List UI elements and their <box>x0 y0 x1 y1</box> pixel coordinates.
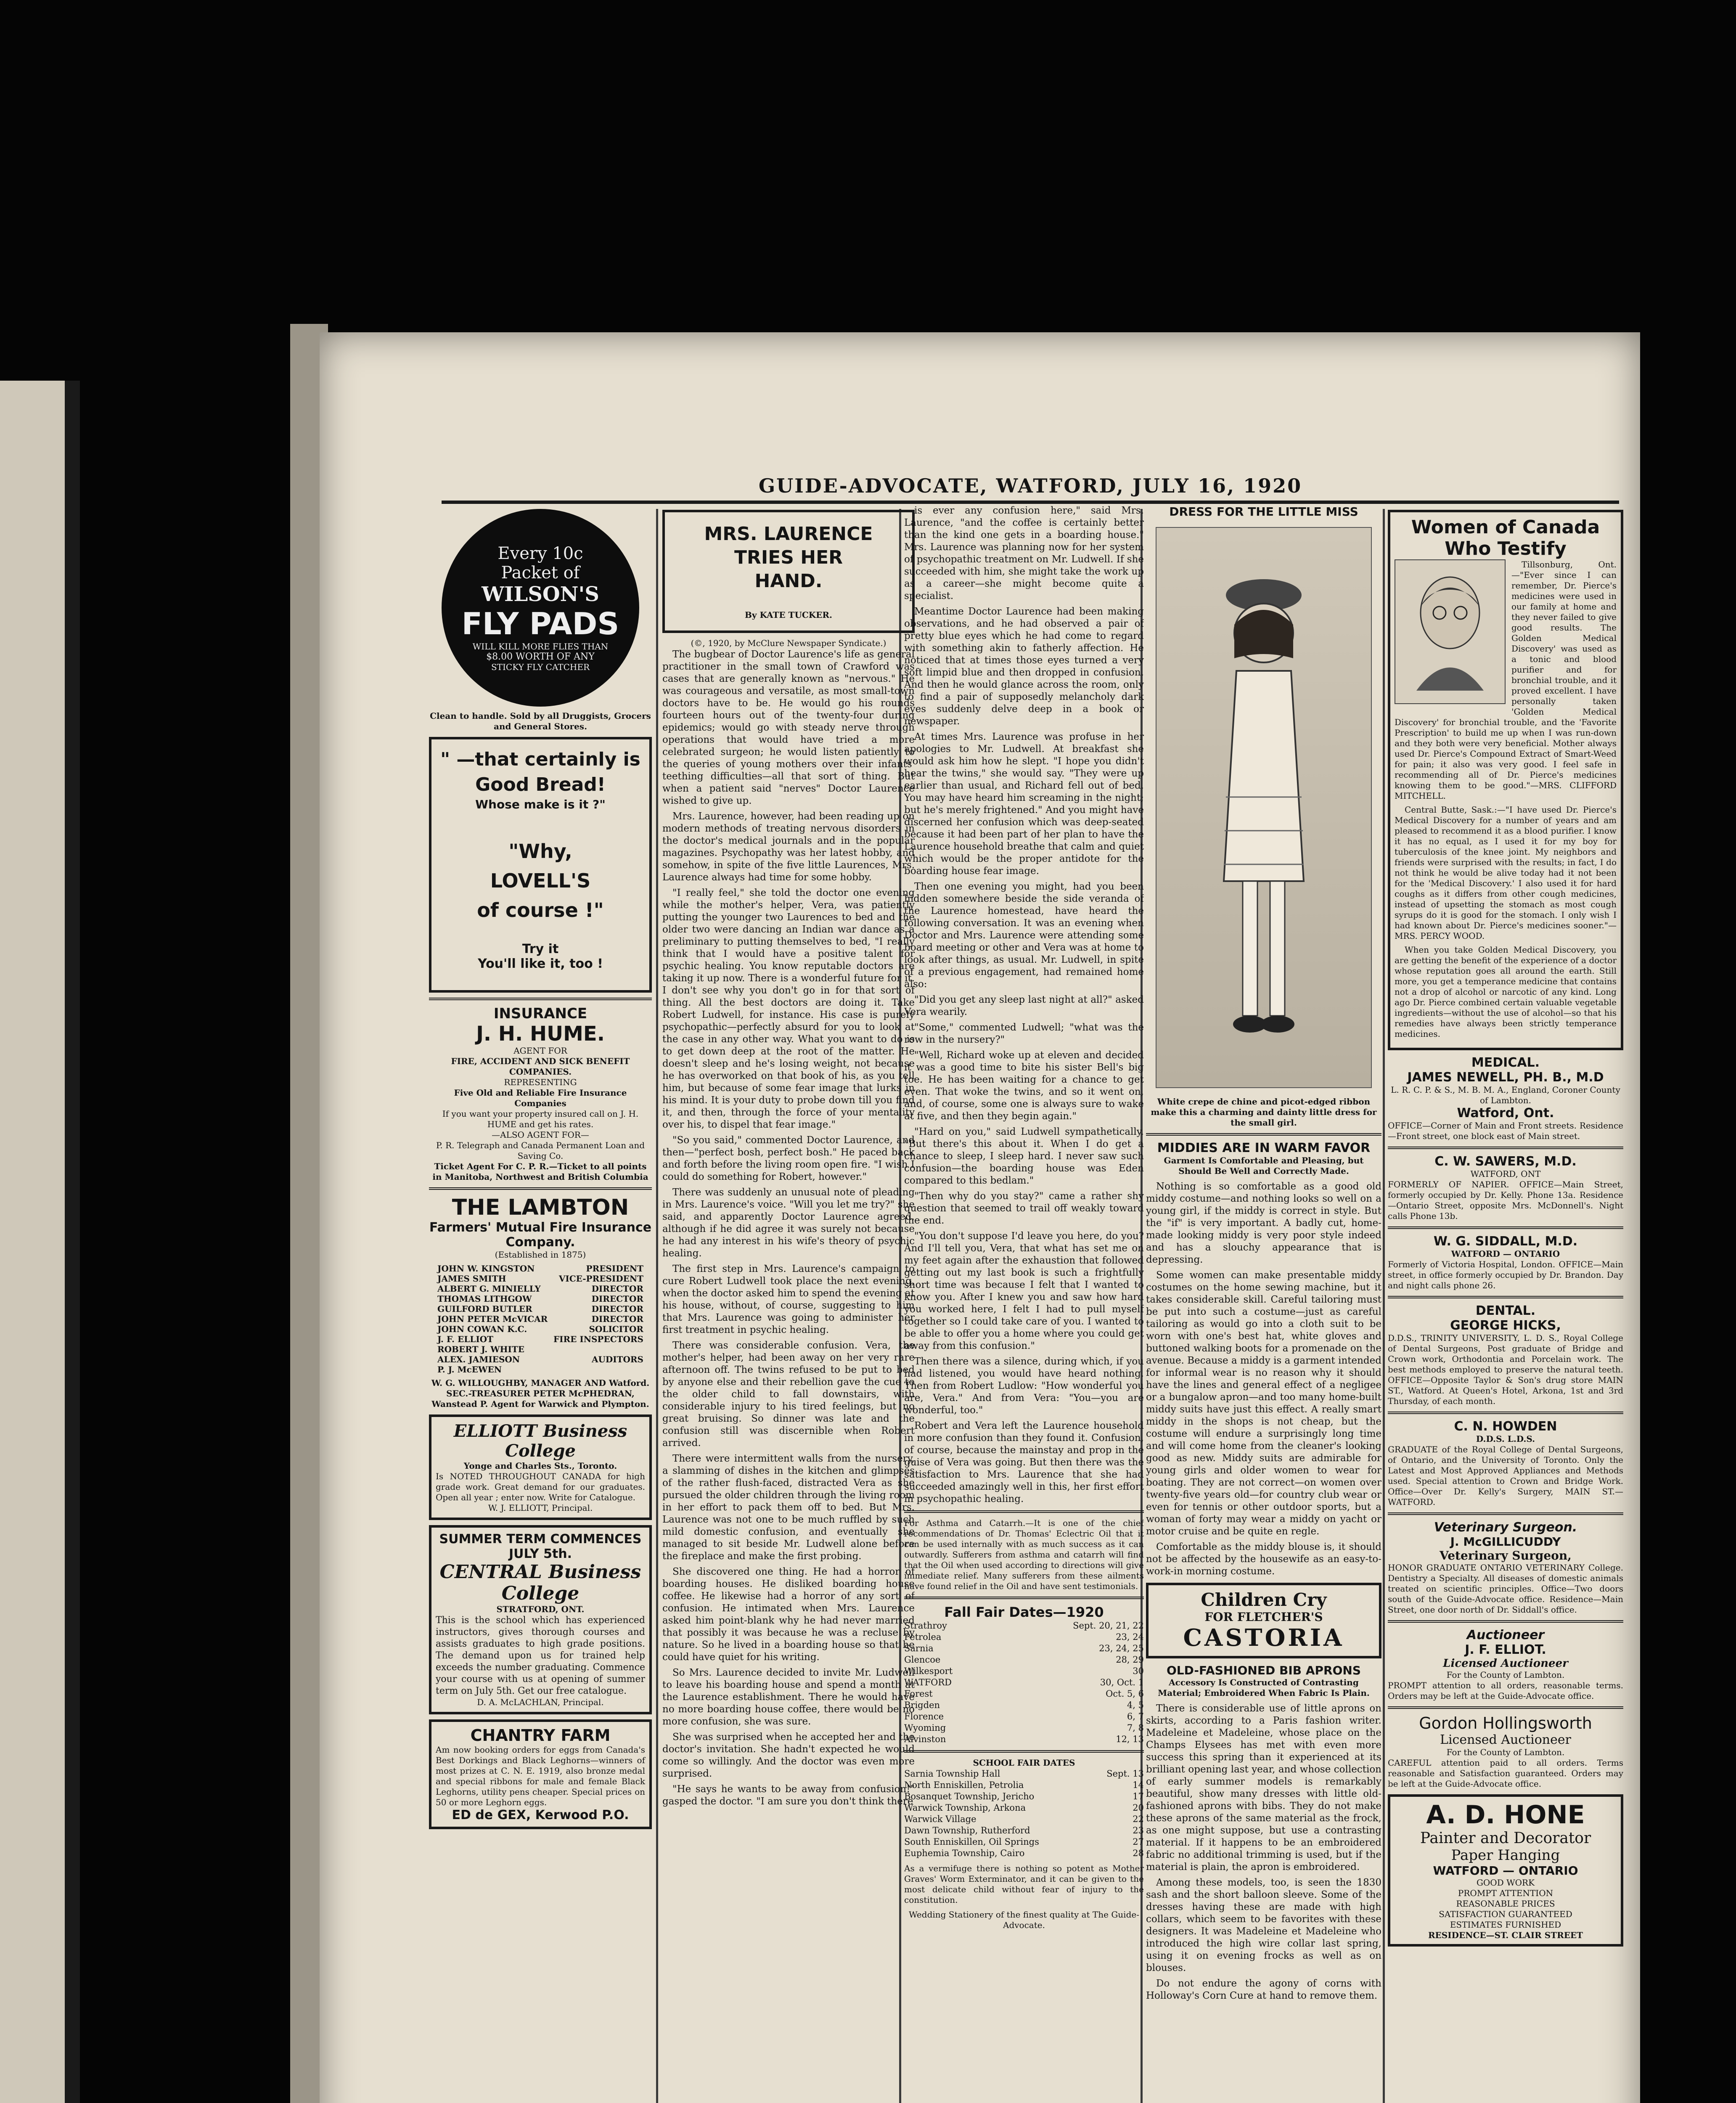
column-1 <box>429 505 652 1834</box>
ad-text: RESIDENCE—ST. CLAIR STREET <box>1428 1930 1583 1940</box>
ad-text: D. A. McLACHLAN, Principal. <box>477 1697 604 1707</box>
chantry-farm-ad <box>429 1719 652 1829</box>
story-paragraph: "Then why do you stay?" came a rather shy question that seemed to trail off weakly toward the end. <box>904 1191 1144 1226</box>
column-rule <box>1383 509 1385 2103</box>
copyright-line: (©, 1920, by McClure Newspaper Syndicate.) <box>691 638 887 648</box>
ad-text: Paper Hanging <box>1451 1847 1560 1864</box>
ad-text: AGENT FOR <box>513 1046 567 1056</box>
ad-text: Yonge and Charles Sts., Toronto. <box>463 1461 617 1471</box>
section-heading: MEDICAL. <box>1471 1055 1540 1070</box>
fair-row: Warwick Village 22 <box>904 1814 1144 1824</box>
card-text: L. R. C. P. & S., M. B. M. A., England, Coroner County of Lambton. <box>1391 1085 1620 1105</box>
school-fair-heading: SCHOOL FAIR DATES <box>973 1758 1075 1768</box>
officer-row: ROBERT J. WHITE <box>437 1344 524 1354</box>
officer-row: GUILFORD BUTLER DIRECTOR <box>437 1304 643 1314</box>
ad-text: PROMPT ATTENTION <box>1458 1888 1553 1898</box>
card-name: GEORGE HICKS, <box>1450 1318 1561 1333</box>
story-paragraph: "Some," commented Ludwell; "what was the row in the nursery?" <box>904 1022 1144 1045</box>
girl-dress-illustration <box>1156 527 1372 1088</box>
article-paragraph: Nothing is so comfortable as a good old middy costume—and nothing looks so well on a young girl, if the middy is correct in style. But the "if" is very important. A badly cut, home-made looking middy is very poor style indeed and has a slouchy appearance that is depressing. <box>1146 1181 1381 1265</box>
story-paragraph: "Did you get any sleep last night at all?" asked Vera wearily. <box>904 994 1144 1017</box>
ad-text: W. J. ELLIOTT, Principal. <box>488 1503 593 1513</box>
ad-text: FIRE, ACCIDENT AND SICK BENEFIT COMPANIES. <box>451 1056 630 1077</box>
elliott-college-ad <box>429 1414 652 1520</box>
officer-row: JOHN COWAN K.C. SOLICITOR <box>437 1324 643 1334</box>
officer-row: J. F. ELLIOT FIRE INSPECTORS <box>437 1334 643 1344</box>
officer-row: JOHN PETER McVICAR DIRECTOR <box>437 1314 643 1324</box>
card-name: JAMES NEWELL, PH. B., M.D <box>1407 1070 1604 1085</box>
story-paragraph: So Mrs. Laurence decided to invite Mr. Ludwell to leave his boarding house and spend a month at the Laurence establishment. There he would have no more boarding house coffee, there would be no more confusion, she was sure. <box>662 1667 915 1727</box>
card-name: Gordon Hollingsworth <box>1419 1714 1592 1732</box>
section-heading: Veterinary Surgeon. <box>1434 1520 1577 1535</box>
ad-text: ED de GEX, Kerwood P.O. <box>452 1808 629 1822</box>
story-title: MRS. LAURENCE <box>704 523 873 545</box>
card-text: Licensed Auctioneer <box>1440 1732 1571 1747</box>
ad-text: If you want your property insured call on J. H. HUME and get his rates. <box>442 1109 639 1129</box>
fair-row: Sarnia 23, 24, 25 <box>904 1643 1144 1653</box>
card-text: D.D.S., TRINITY UNIVERSITY, L. D. S., Royal College of Dental Surgeons, Post graduate of Bridge and Crown work, Orthodontia and Porcelain work. The best methods employed to preserve the natural teeth. OFFICE—Opposite Taylor & Son's drug store MAIN ST., Watford. At Queen's Hotel, Arkona, 1st and 3rd Thursday, of each month. <box>1388 1333 1623 1406</box>
fair-row: Sarnia Township Hall Sept. 13 <box>904 1769 1144 1779</box>
ad-text: FLY PADS <box>461 606 619 641</box>
story-paragraph: There were intermittent walls from the nursery, a slamming of dishes in the kitchen and glimpses of the rather flush-faced, distracted Vera as she pursued the older children through the living room in her effort to pack them off to bed. But Mrs. Laurence was not one to be much ruffled by such mild domestic confusion, and eventually she managed to sit beside Mr. Ludwell alone before the fireplace and make the first probing. <box>662 1453 915 1562</box>
ad-heading: ELLIOTT Business College <box>453 1421 627 1461</box>
ad-text: Five Old and Reliable Fire Insurance Companies <box>454 1088 627 1108</box>
fall-fair-heading: Fall Fair Dates—1920 <box>944 1604 1104 1620</box>
ad-heading: Farmers' Mutual Fire Insurance Company. <box>429 1220 652 1250</box>
fair-row: South Enniskillen, Oil Springs 27 <box>904 1837 1144 1847</box>
story-paragraph: "He says he wants to be away from confusion!" gasped the doctor. "I am sure you don't think there <box>662 1784 915 1807</box>
ad-heading: Children Cry <box>1201 1589 1327 1610</box>
officer-row: JAMES SMITH VICE-PRESIDENT <box>437 1274 643 1284</box>
card-text: OFFICE—Corner of Main and Front streets. Residence—Front street, one block east of Main street. <box>1388 1120 1623 1141</box>
ad-text: $8.00 WORTH OF ANY <box>486 651 595 662</box>
women-of-canada-ad <box>1388 510 1623 1050</box>
ad-text: WILSON'S <box>482 582 599 606</box>
testimonial: Tillsonburg, Ont.—"Ever since I can remember, Dr. Pierce's medicines were used in our family at home and they never failed to give good results. The Golden Medical Discovery' was used as a tonic and blood purifier and for bronchial trouble, and it proved excellent. I have personally taken 'Golden Medical Discovery' for bronchial trouble, and the 'Favorite Prescription' to build me up when I was run-down and they both were very beneficial. Mother always used Dr. Pierce's Compound Extract of Smart-Weed for pain; it also was very good. I feel safe in recommending all of Dr. Pierce's medicines knowing them to be good."—MRS. CLIFFORD MITCHELL. <box>1395 559 1617 801</box>
ad-text: GOOD WORK <box>1476 1878 1535 1888</box>
ad-heading: Who Testify <box>1445 538 1567 559</box>
bib-aprons-article <box>1146 1703 1381 2002</box>
ad-heading: CHANTRY FARM <box>470 1726 611 1745</box>
ad-text: of course !" <box>477 899 604 922</box>
story-paragraph: The first step in Mrs. Laurence's campaign to cure Robert Ludwell took place the next evening, when the doctor asked him to spend the evening at his house, without, of course, suggesting to him that Mrs. Laurence was going to administer her first treatment in psychic healing. <box>662 1263 915 1335</box>
card-text: GRADUATE of the Royal College of Dental Surgeons, of Ontario, and the University of Toronto. Only the Latest and Most Approved Appliances and Methods used. Special attention to Crown and Bridge Work. Office—Over Dr. Kelly's Surgery, MAIN ST.—WATFORD. <box>1388 1444 1623 1507</box>
article-paragraph: There is considerable use of little aprons on skirts, according to a Paris fashion writer. Madeleine et Madeleine, whose place on the Champs Elysees has met with even more success this spring than it experienced at its brilliant opening last year, and whose collection of early summer models is remarkably beautiful, show many dresses with little old-fashioned aprons with bibs. They do not make these aprons of the same material as the frock, as one might suppose, but use a contrasting material. If it happens to be an embroidered fabric no additional trimming is used, but if the material is plain, the apron is embroidered. <box>1146 1703 1381 1873</box>
fair-row: Euphemia Township, Cairo 28 <box>904 1848 1144 1858</box>
lambton-mutual-ad <box>429 1187 652 1409</box>
middies-article <box>1146 1181 1381 1578</box>
ad-text: Try it <box>522 942 559 956</box>
ad-heading: INSURANCE <box>493 1005 587 1022</box>
story-continued <box>904 505 1144 1505</box>
column-4 <box>1146 505 1381 2006</box>
ad-text: This is the school which has experienced instructors, gives thorough courses and assists graduates to high grade positions. The demand upon us for trained help exceeds the number graduating. Commence your course with us at opening of summer term on July 5th. Get our free catalogue. <box>436 1615 645 1696</box>
fair-row: Dawn Township, Rutherford 23 <box>904 1825 1144 1835</box>
card-text: Veterinary Surgeon, <box>1440 1549 1572 1563</box>
card-text: For the County of Lambton. <box>1446 1747 1565 1757</box>
flypads-ad <box>429 509 652 732</box>
card-text: CAREFUL attention paid to all orders. Terms reasonable and Satisfaction guaranteed. Orders may be left at the Guide-Advocate office. <box>1388 1758 1623 1789</box>
ad-heading: CASTORIA <box>1183 1624 1344 1652</box>
ad-text: W. G. WILLOUGHBY, MANAGER AND Watford. SEC.-TREASURER PETER McPHEDRAN, Wanstead P. Agent for Warwick and Plympton. <box>431 1378 650 1409</box>
wedding-stationery-notice: Wedding Stationery of the finest quality at The Guide-Advocate. <box>909 1910 1139 1930</box>
hicks-card <box>1388 1318 1623 1406</box>
column-5 <box>1388 505 1623 1952</box>
section-heading: Auctioneer <box>1466 1628 1545 1642</box>
ad-heading: A. D. HONE <box>1426 1800 1585 1830</box>
story-paragraph: "So you said," commented Doctor Laurence, and then—"perfect bosh, perfect bosh." He paced back and forth before the living room open fire. "I wish I could do something for Robert, however." <box>662 1135 915 1182</box>
ad-heading: CENTRAL Business College <box>439 1561 641 1604</box>
card-text: FORMERLY OF NAPIER. OFFICE—Main Street, formerly occupied by Dr. Kelly. Phone 13a. Residence—Ontario Street, opposite Mrs. McDonnell's. Night calls Phone 13b. <box>1388 1179 1623 1221</box>
worm-exterminator-notice: As a vermifuge there is nothing so potent as Mother Graves' Worm Exterminator, and it can be given to the most delicate child without fear of injury to the constitution. <box>904 1863 1144 1905</box>
ad-text: (Established in 1875) <box>495 1250 586 1260</box>
story-paragraph: The bugbear of Doctor Laurence's life as general practitioner in the small town of Crawford was cases that are generally known as "nervous." He was courageous and versatile, as most small-town doctors have to be. He would go his rounds fourteen hours out of the twenty-four during epidemics; would go with steady nerve through operations that would have tried a more celebrated surgeon; he would listen patiently to the queries of young mothers over their infants' teething difficulties—all that sort of thing. But when a patient said "nerves" Doctor Laurence wished to give up. <box>662 649 915 806</box>
ad-text: REASONABLE PRICES <box>1456 1899 1555 1909</box>
byline: By KATE TUCKER. <box>744 610 833 620</box>
hone-ad <box>1388 1794 1623 1947</box>
card-name: C. W. SAWERS, M.D. <box>1434 1154 1577 1169</box>
article-paragraph: Comfortable as the middy blouse is, it should not be affected by the housewife as an easy-to-work-in morning costume. <box>1146 1541 1381 1577</box>
ad-text: You'll like it, too ! <box>478 956 603 971</box>
story-title: TRIES HER <box>734 547 843 568</box>
story-paragraph: Robert and Vera left the Laurence household in more confusion than they found it. Confusion, of course, because the mainstay and prop in the guise of Vera was going. But then there was the satisfaction to Mrs. Laurence that she had succeeded amazingly well in this, her first effort in psychopathic healing. <box>904 1420 1144 1504</box>
story-paragraph: "Well, Richard woke up at eleven and decided it was a good time to bite his sister Bell's big toe. He has been waiting for a chance to get even. That woke the twins, and so it went on, and, of course, some one is always sure to wake at five, and then they begin again." <box>904 1050 1144 1122</box>
bread-ad <box>429 737 652 993</box>
ad-text: Painter and Decorator <box>1420 1830 1591 1847</box>
card-text: WATFORD, ONT <box>1470 1169 1541 1179</box>
officer-row: ALBERT G. MINIELLY DIRECTOR <box>437 1284 643 1294</box>
story-paragraph: She discovered one thing. He had a horror of boarding houses. He disliked boarding house coffee. He likewise had a horror of any sort of confusion. He intimated when Mrs. Laurence asked him point-blank why he had never married that possibly it was because he was a recluse by nature. So he lived in a boarding house so that he could have quiet for his writing. <box>662 1566 915 1663</box>
ad-text: —ALSO AGENT FOR— <box>492 1130 589 1140</box>
ad-text: STRATFORD, ONT. <box>496 1604 585 1614</box>
card-text: HONOR GRADUATE ONTARIO VETERINARY College. Dentistry a Specialty. All diseases of domestic animals treated on scientific principles. Office—Two doors south of the Guide-Advocate office. Residence—Main Street, one door north of Dr. Siddall's office. <box>1388 1563 1623 1615</box>
ad-heading: FOR FLETCHER'S <box>1204 1610 1323 1624</box>
ad-text: WATFORD — ONTARIO <box>1433 1864 1578 1878</box>
central-college-ad <box>429 1525 652 1714</box>
ad-heading: SUMMER TERM COMMENCES <box>439 1532 642 1547</box>
section-heading: DENTAL. <box>1475 1303 1536 1318</box>
testimonial: Central Butte, Sask.:—"I have used Dr. Pierce's Medical Discovery for a number of years and am pleased to recommend it as a blood purifier. I know it has no equal, as I used it for my boy for tuberculosis of the knee joint. My neighbors and friends were surprised with the results; in fact, I do not think he would be alive today had it not been for the 'Medical Discovery.' I also used it for hard coughs as it differs from other cough medicines, instead of upsetting the stomach as most cough syrups do it is good for the stomach. I only wish I had known about Dr. Pierce's medicines sooner."—MRS. PERCY WOOD. <box>1395 805 1617 941</box>
ad-text: Is NOTED THROUGHOUT CANADA for high grade work. Great demand for our graduates. Open all year ; enter now. Write for Catalogue. <box>436 1471 645 1502</box>
column-3 <box>904 505 1144 1931</box>
officer-row: JOHN W. KINGSTON PRESIDENT <box>437 1263 643 1274</box>
fair-row: Warwick Township, Arkona 20 <box>904 1803 1144 1813</box>
fair-row: Alvinston 12, 13 <box>904 1734 1144 1744</box>
story-paragraph: At times Mrs. Laurence was profuse in her apologies to Mr. Ludwell. At breakfast she would ask him how he slept. "I hope you didn't hear the twins," she would say. "They were up earlier than usual, and Richard fell out of bed. You may have heard him screaming in the night; but he's merely frightened." And you might have discerned her confusion which was deep-seated because it had been part of her plan to have the Laurence household breathe that calm and quiet which would be the proper antidote for the boarding house fear image. <box>904 731 1144 877</box>
card-text: Formerly of Victoria Hospital, London. OFFICE—Main street, in office formerly occupied by Dr. Brandon. Day and night calls phone 26. <box>1388 1259 1623 1290</box>
article-paragraph: Some women can make presentable middy costumes on the home sewing machine, but it takes considerable skill. Careful tailoring must be put into such a costume—just as careful tailoring as would go into a cloth suit to be worn with one's best hat, white gloves and buttoned walking boots for a promenade on the avenue. Because a middy is a garment intended for informal wear is no reason why it should have the lines and general effect of a negligee or a bungalow apron—and too many home-built middy suits have just this effect. A really smart middy in the shops is not cheap, but the costume will endure a surprisingly long time and will come home from the cleaner's looking good as new. Middy suits are admirable for young girls and older women to wear for boating. They are not correct—on women over twenty-five years old—for country club wear or even for tennis or other outdoor sports, but a woman of forty may wear a middy on yacht or motor cruise and be quite en regle. <box>1146 1270 1381 1537</box>
ad-text: STICKY FLY CATCHER <box>491 662 590 672</box>
ad-text: "Why, <box>508 840 572 863</box>
ad-heading: Women of Canada <box>1411 516 1600 538</box>
story-paragraph: She was surprised when he accepted her and the doctor's invitation. She hadn't expected he would come so willingly. And the doctor was even more surprised. <box>662 1732 915 1779</box>
fair-row: Glencoe 28, 29 <box>904 1655 1144 1665</box>
fair-row: North Enniskillen, Petrolia 14 <box>904 1780 1144 1790</box>
fair-row: Wyoming 7, 8 <box>904 1723 1144 1733</box>
sawers-card <box>1388 1154 1623 1221</box>
story-title-box <box>662 510 915 633</box>
story-paragraph: "Hard on you," said Ludwell sympathetically. "But there's this about it. When I do get a chance to sleep, I sleep hard. I never saw such confusion—the boarding house was Eden compared to this bedlam." <box>904 1126 1144 1186</box>
card-name: W. G. SIDDALL, M.D. <box>1433 1234 1578 1249</box>
fair-row: WATFORD 30, Oct. 1 <box>904 1677 1144 1687</box>
fair-row: Brigden 4, 5 <box>904 1700 1144 1710</box>
insurance-ad <box>429 998 652 1182</box>
card-text: Licensed Auctioneer <box>1443 1657 1568 1670</box>
siddall-card <box>1388 1234 1623 1291</box>
ad-text: WILL KILL MORE FLIES THAN <box>472 641 609 652</box>
ad-text: Every 10c <box>498 543 583 563</box>
ad-text: P. R. Telegraph and Canada Permanent Loan and Saving Co. <box>436 1140 645 1161</box>
column-rule <box>656 509 658 2103</box>
story-paragraph: Meantime Doctor Laurence had been making observations, and he had observed a pair of pretty blue eyes which he had come to regard with something akin to fatherly affection. He noticed that at times those eyes turned a very soft limpid blue and then dropped in confusion. And then he would glance across the room, only to find a pair of supposedly melancholy dark eyes suddenly delve deep in a book or newspaper. <box>904 606 1144 727</box>
page-header: GUIDE-ADVOCATE, WATFORD, JULY 16, 1920 <box>442 471 1619 504</box>
card-name: J. F. ELLIOT. <box>1465 1642 1546 1657</box>
ad-heading: THE LAMBTON <box>452 1195 629 1220</box>
fall-fair-list <box>904 1620 1144 1745</box>
hollingsworth-card <box>1388 1714 1623 1789</box>
officer-row: P. J. McEWEN <box>437 1364 502 1375</box>
school-fair-list <box>904 1768 1144 1859</box>
card-text: For the County of Lambton. <box>1446 1670 1565 1680</box>
ad-text: Am now booking orders for eggs from Canada's Best Dorkings and Black Leghorns—winners of most prizes at C. N. E. 1919, also bronze medal and special ribbons for male and female Black Leghorns, utility pens cheaper. Special prices on 50 or more Leghorn eggs. <box>436 1745 645 1807</box>
officer-row: THOMAS LITHGOW DIRECTOR <box>437 1294 643 1304</box>
fair-row: Wilkesport 30 <box>904 1666 1144 1676</box>
story-paragraph: Then there was a silence, during which, if you had listened, you would have heard nothing. Then from Robert Ludlow: "How wonderful you are, Vera." And from Vera: "You—you are wonderful, too." <box>904 1356 1144 1416</box>
woman-portrait <box>1395 559 1506 704</box>
card-text: WATFORD — ONTARIO <box>1451 1249 1560 1259</box>
article-paragraph: Do not endure the agony of corns with Holloway's Corn Cure at hand to remove them. <box>1146 1978 1381 2001</box>
story-paragraph: There was suddenly an unusual note of pleading in Mrs. Laurence's voice. "Will you let me try?" she said, and apparently Doctor Laurence agreed, although if he did agree it was surely not because he had any interest in his wife's theory of psychic healing. <box>662 1187 915 1259</box>
card-text: Watford, Ont. <box>1457 1106 1554 1120</box>
ad-heading: JULY 5th. <box>508 1547 572 1561</box>
testimonial: When you take Golden Medical Discovery, you are getting the benefit of the experience of a doctor whose reputation goes all around the earth. Still more, you get a temperance medicine that contains not a drop of alcohol or narcotic of any kind. Long ago Dr. Pierce combined certain valuable vegetable ingredients—without the use of alcohol—so that his remedies have always been strictly temperance medicines. <box>1395 945 1617 1039</box>
card-text: PROMPT attention to all orders, reasonable terms. Orders may be left at the Guide-Advocate office. <box>1388 1680 1623 1701</box>
ad-caption: Clean to handle. Sold by all Druggists, Grocers and General Stores. <box>430 711 651 731</box>
card-text: D.D.S. L.D.S. <box>1476 1434 1535 1444</box>
article-paragraph: Among these models, too, is seen the 1830 sash and the short balloon sleeve. Some of the dresses having these are made with high collars, which seem to be favorites with these designers. It was Madeleine et Madeleine who introduced the high wire collar last spring, using it on evening frocks as well as on blouses. <box>1146 1877 1381 1973</box>
story-paragraph: "I really feel," she told the doctor one evening while the mother's helper, Vera, was patiently putting the younger two Laurences to bed and the older two were dancing an Indian war dance as a preliminary to putting themselves to bed, "I really think that I would have a positive talent for psychic healing. You know reputable doctors are taking it up now. There is a wonderful future for it. I don't see why you don't go in for that sort of thing. All the best doctors are doing it. Take Robert Ludwell, for instance. His case is purely psychopathic—perfectly absurd for you to look at the case in any other way. What you want to do is to get down deep at the root of the matter. He doesn't sleep and he's losing weight, not because he has overworked on that book of his, as you tell him, but because of some fear image that lurks in his mind. It is your duty to probe down till you find it, and then, through the force of your mentality over his, to dispel that fear image." <box>662 887 915 1130</box>
article-subheading: Garment Is Comfortable and Pleasing, but Should Be Well and Correctly Made. <box>1164 1155 1364 1176</box>
ad-text: SATISFACTION GUARANTEED <box>1439 1909 1572 1919</box>
ad-text: ESTIMATES FURNISHED <box>1450 1920 1561 1930</box>
officer-row: ALEX. JAMIESON AUDITORS <box>437 1354 643 1364</box>
howden-card <box>1388 1419 1623 1507</box>
fair-row: Bosanquet Township, Jericho 17 <box>904 1791 1144 1801</box>
column-2 <box>662 505 915 1812</box>
ad-text: " —that certainly is Good Bread! <box>440 749 640 795</box>
girl-figure-icon <box>1220 578 1308 1062</box>
story-title: HAND. <box>754 570 823 592</box>
ad-text: Ticket Agent For C. P. R.—Ticket to all points in Manitoba, Northwest and British Columbia <box>432 1161 648 1182</box>
story-body <box>662 649 915 1808</box>
mcgillicuddy-card <box>1388 1535 1623 1615</box>
article-subheading: Accessory Is Constructed of Contrasting Material; Embroidered When Fabric Is Plain. <box>1158 1677 1370 1698</box>
story-paragraph: Then one evening you might, had you been hidden somewhere beside the side veranda of the Laurence homestead, have heard the following conversation. It was an evening when Doctor and Mrs. Laurence were attending some board meeting or other and Vera was at home to look after things, as usual. Mr. Ludwell, in spite of a previous engagement, had remained home also: <box>904 881 1144 990</box>
fair-row: Strathroy Sept. 20, 21, 22 <box>904 1621 1144 1631</box>
elliot-auctioneer-card <box>1388 1642 1623 1701</box>
card-name: C. N. HOWDEN <box>1454 1419 1557 1434</box>
ad-text: REPRESENTING <box>504 1077 577 1087</box>
newell-card <box>1388 1070 1623 1142</box>
castoria-ad <box>1146 1583 1381 1658</box>
story-paragraph: There was considerable confusion. Vera, the mother's helper, had been away on her very rare afternoon off. The twins refused to be put to bed by anyone else and their rebellion gave the cue to the older child to fall downstairs, with considerable injury to his tired feelings, but no great bruising. So dinner was late and the confusion still was discernible when Robert arrived. <box>662 1340 915 1449</box>
fashion-heading: DRESS FOR THE LITTLE MISS <box>1169 505 1358 519</box>
fair-row: Florence 6, 7 <box>904 1711 1144 1722</box>
ad-text: LOVELL'S <box>490 869 591 892</box>
article-heading: OLD-FASHIONED BIB APRONS <box>1167 1663 1361 1677</box>
portrait-icon <box>1408 573 1492 691</box>
fair-row: Petrolea 23, 24 <box>904 1632 1144 1642</box>
article-heading: MIDDIES ARE IN WARM FAVOR <box>1157 1141 1371 1155</box>
adjacent-page-edge <box>0 381 80 2103</box>
ad-heading: J. H. HUME. <box>476 1022 605 1046</box>
eclectric-oil-notice: For Asthma and Catarrh.—It is one of the chief recommendations of Dr. Thomas' Eclectric Oil that it can be used internally with as much success as it can outwardly. Sufferers from asthma and catarrh will find that the Oil when used according to directions will give immediate relief. Many sufferers from these ailments have found relief in the Oil and have sent testimonials. <box>904 1518 1144 1591</box>
story-paragraph: Mrs. Laurence, however, had been reading up on modern methods of treating nervous disorders in the doctor's medical journals and in the popular magazines. Psychopathy was her latest hobby, and somehow, in spite of the five little Laurences, Mrs. Laurence always had time for some hobby. <box>662 811 915 883</box>
story-paragraph: "You don't suppose I'd leave you here, do you? And I'll tell you, Vera, that what has set me on my feet again after the exhaustion that followed getting out my last book is such a frightfully short time was because I felt that I wanted to know you. After I knew you and saw how hard you worked here, I felt I had to pull myself together so I could take care of you. I wanted to be able to offer you a home where you could get away from this confusion." <box>904 1231 1144 1351</box>
story-paragraph: is ever any confusion here," said Mrs. Laurence, "and the coffee is certainly better than the kind one gets in a boarding house." Mrs. Laurence was planning now for her system of psychopathic treatment on Mr. Ludwell. If she succeeded with him, she might take the work up as a career—she might become quite a specialist. <box>904 505 1144 601</box>
illustration-caption: White crepe de chine and picot-edged ribbon make this a charming and dainty little dress for the small girl. <box>1151 1097 1377 1128</box>
ad-text: Packet of <box>501 563 580 583</box>
fair-row: Forest Oct. 5, 6 <box>904 1689 1144 1699</box>
ad-text: Whose make is it ?" <box>475 797 606 811</box>
card-name: J. McGILLICUDDY <box>1450 1535 1561 1549</box>
